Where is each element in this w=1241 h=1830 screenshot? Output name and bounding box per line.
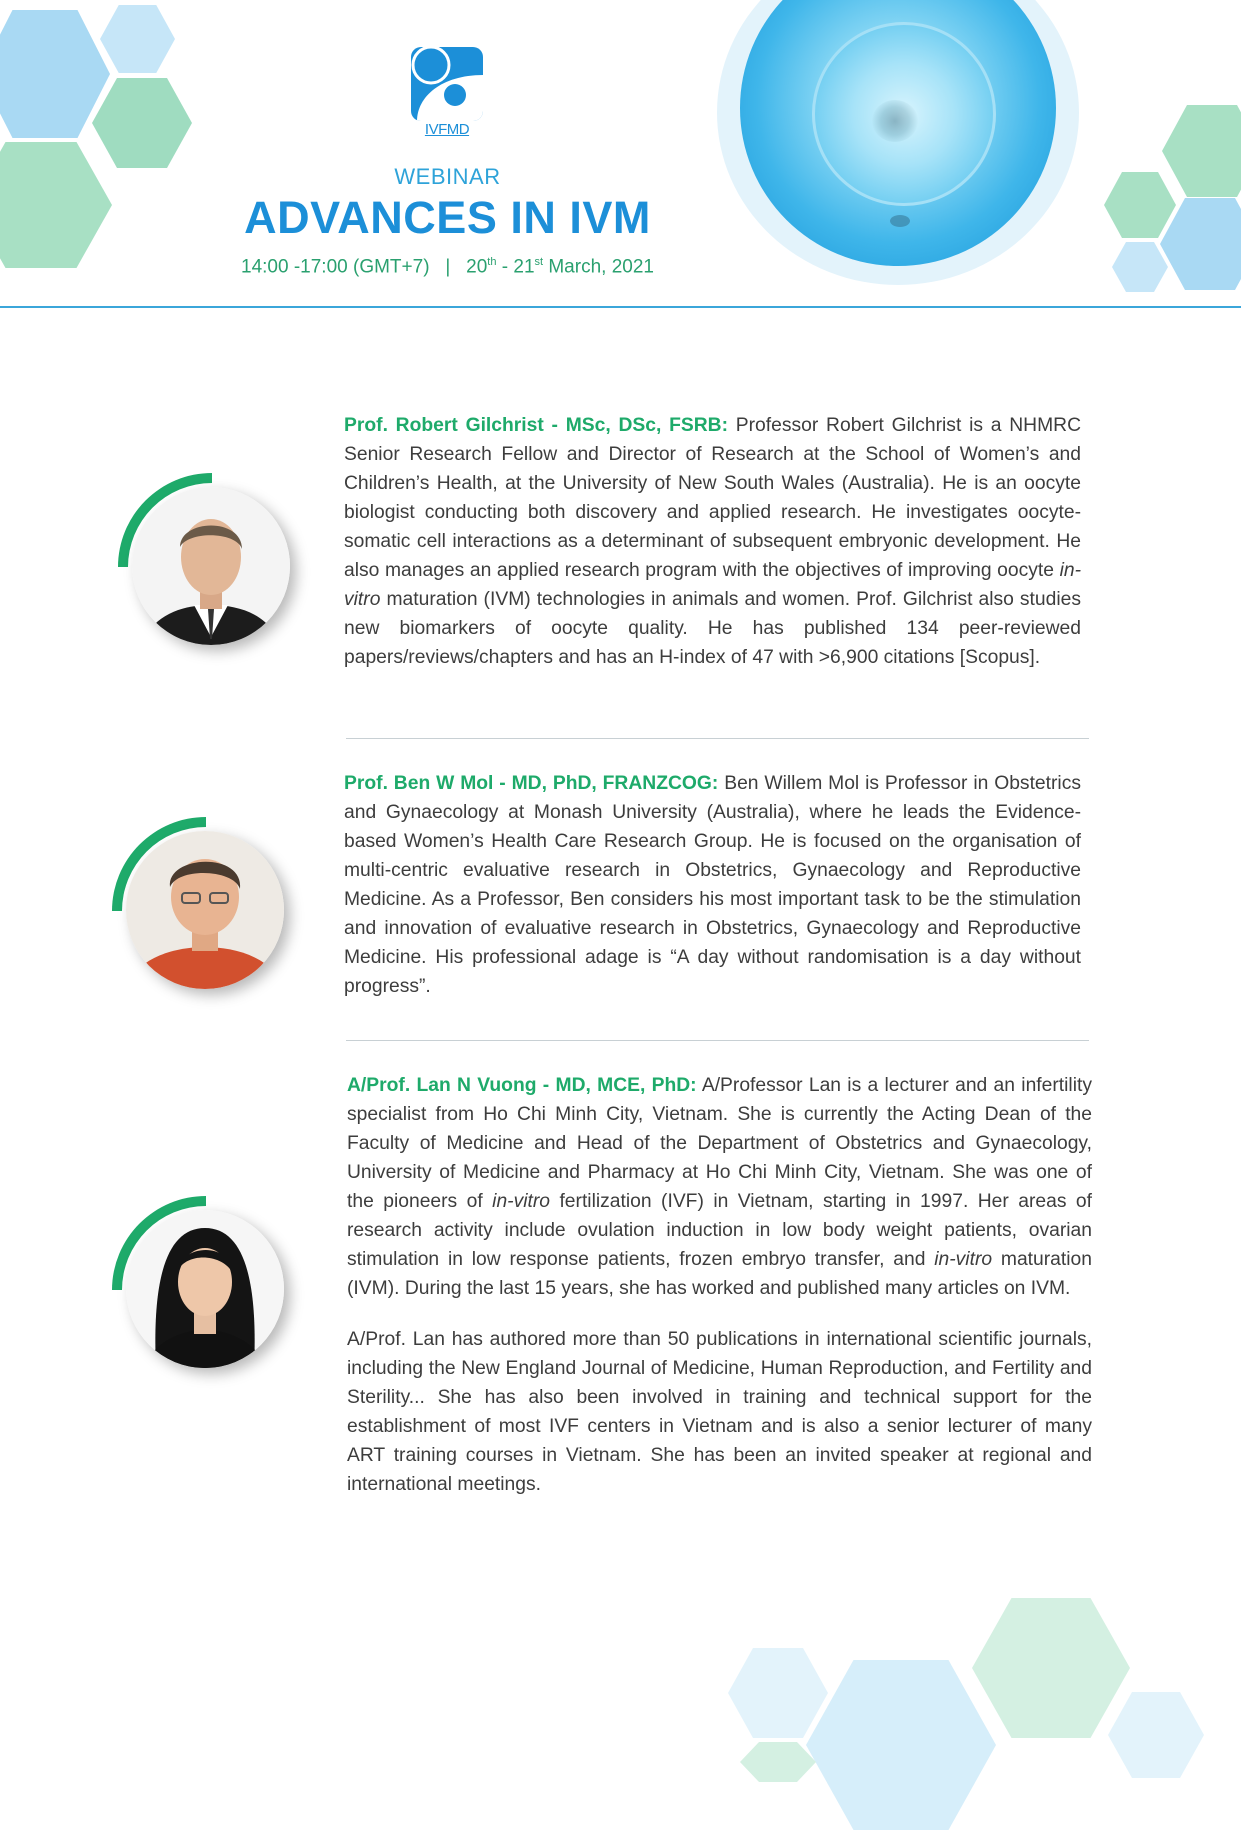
decorative-hexagon: [806, 1660, 996, 1830]
bio-text: fertilization (IVF) in Vietnam, starting in 1997. Her areas of research activity include ovulation induction in low body weight patients, ovarian stimulation in low response patients, frozen embryo transfer, and: [347, 1191, 1092, 1270]
speaker-name: Prof. Ben W Mol - MD, PhD, FRANZCOG:: [344, 773, 719, 794]
oocyte-nucleus: [872, 100, 918, 142]
decorative-hexagon: [972, 1598, 1130, 1738]
speaker-avatar: [126, 1210, 284, 1368]
section-divider: [346, 1040, 1089, 1041]
person-portrait-icon: [126, 1210, 284, 1368]
speaker-avatar: [126, 831, 284, 989]
speaker-name: A/Prof. Lan N Vuong - MD, MCE, PhD:: [347, 1075, 697, 1096]
speaker-bio: [347, 1071, 1092, 1303]
bio-text: maturation (IVM). During the last 15 years, she has worked and published many articles on IVM.: [347, 1249, 1092, 1299]
decorative-hexagon: [1112, 242, 1168, 292]
date-start-day: 20: [466, 256, 488, 278]
speaker-name: Prof. Robert Gilchrist - MSc, DSc, FSRB:: [344, 415, 729, 436]
event-date-time: [160, 256, 735, 278]
person-portrait-icon: [126, 831, 284, 989]
bio-text: Ben Willem Mol is Professor in Obstetrics and Gynaecology at Monash University (Australia), where he leads the Evidence-based Women’s Health Care Research Group. He is focused on the organisation of multi-centric evaluative research in Obstetrics, Gynaecology and Reproductive Medicine. As a Professor, Ben considers his most important task to be the stimulation and innovation of evaluative research in Obstetrics, Gynaecology and Reproductive Medicine. His professional adage is “A day without randomisation is a day without progress”.: [344, 773, 1081, 997]
event-time: 14:00 -17:00 (GMT+7): [241, 256, 430, 278]
date-end-day: 21: [513, 256, 535, 278]
decorative-hexagon: [0, 10, 110, 138]
date-end-suffix: st: [534, 256, 544, 268]
date-start-suffix: th: [487, 256, 497, 268]
ivfmd-logo: [411, 47, 483, 142]
bio-text: A/Prof. Lan has authored more than 50 publications in international scientific journals, including the New England Journal of Medicine, Human Reproduction, and Fertility and Sterility... She has also been involved in training and technical support for the establishment of most IVF centers in Vietnam and is also a senior lecturer of many ART training courses in Vietnam. She has been an invited speaker at regional and international meetings.: [347, 1329, 1092, 1495]
logo-text: IVFMD: [424, 121, 470, 138]
decorative-hexagon: [728, 1648, 828, 1738]
polar-body: [890, 215, 910, 227]
date-dash: -: [496, 256, 514, 278]
person-portrait-icon: [132, 487, 290, 645]
speaker-bio: [344, 769, 1081, 1001]
section-divider: [346, 738, 1089, 739]
decorative-hexagon: [1108, 1692, 1204, 1778]
decorative-hexagon: [740, 1742, 816, 1782]
bio-text: Professor Robert Gilchrist is a NHMRC Senior Research Fellow and Director of Research at the School of Women’s and Children’s Health, at the University of New South Wales (Australia). He is an oocyte biologist conducting both discovery and applied research. He investigates oocyte-somatic cell interactions as a determinant of subsequent embryonic development. He also manages an applied research program with the objectives of improving oocyte: [344, 415, 1081, 581]
speaker-photo: [118, 473, 318, 673]
webinar-label: WEBINAR: [394, 164, 501, 189]
logo-mark: [411, 47, 483, 121]
speaker-photo: [112, 1196, 312, 1396]
speaker-photo: [112, 817, 312, 1017]
page-title: ADVANCES IN IVM: [244, 192, 651, 243]
header-divider: [0, 306, 1241, 308]
bio-text: maturation (IVM) technologies in animals and women. Prof. Gilchrist also studies new biomarkers of oocyte quality. He has published 134 peer-reviewed papers/reviews/chapters and has an H-index of 47 with >6,900 citations [Scopus].: [344, 589, 1081, 668]
bio-italic: in-vitro: [492, 1191, 551, 1212]
decorative-hexagon: [0, 142, 112, 268]
decorative-hexagon: [1104, 172, 1176, 238]
bio-italic: in-vitro: [344, 560, 1081, 610]
bio-text: A/Professor Lan is a lecturer and an infertility specialist from Ho Chi Minh City, Vietnam. She is currently the Acting Dean of the Faculty of Medicine and Head of the Department of Obstetrics and Gynaecology, University of Medicine and Pharmacy at Ho Chi Minh City, Vietnam. She was one of the pioneers of: [347, 1075, 1092, 1212]
date-separator: |: [445, 256, 451, 278]
speaker-bio-continued: [347, 1325, 1092, 1499]
bio-italic: in-vitro: [934, 1249, 993, 1270]
speaker-bio: [344, 411, 1081, 672]
date-month-year: March, 2021: [543, 256, 654, 278]
speaker-avatar: [132, 487, 290, 645]
decorative-hexagon: [100, 5, 175, 73]
decorative-hexagon: [92, 78, 192, 168]
logo-icon: [411, 47, 483, 121]
decorative-hexagon: [1162, 105, 1241, 197]
